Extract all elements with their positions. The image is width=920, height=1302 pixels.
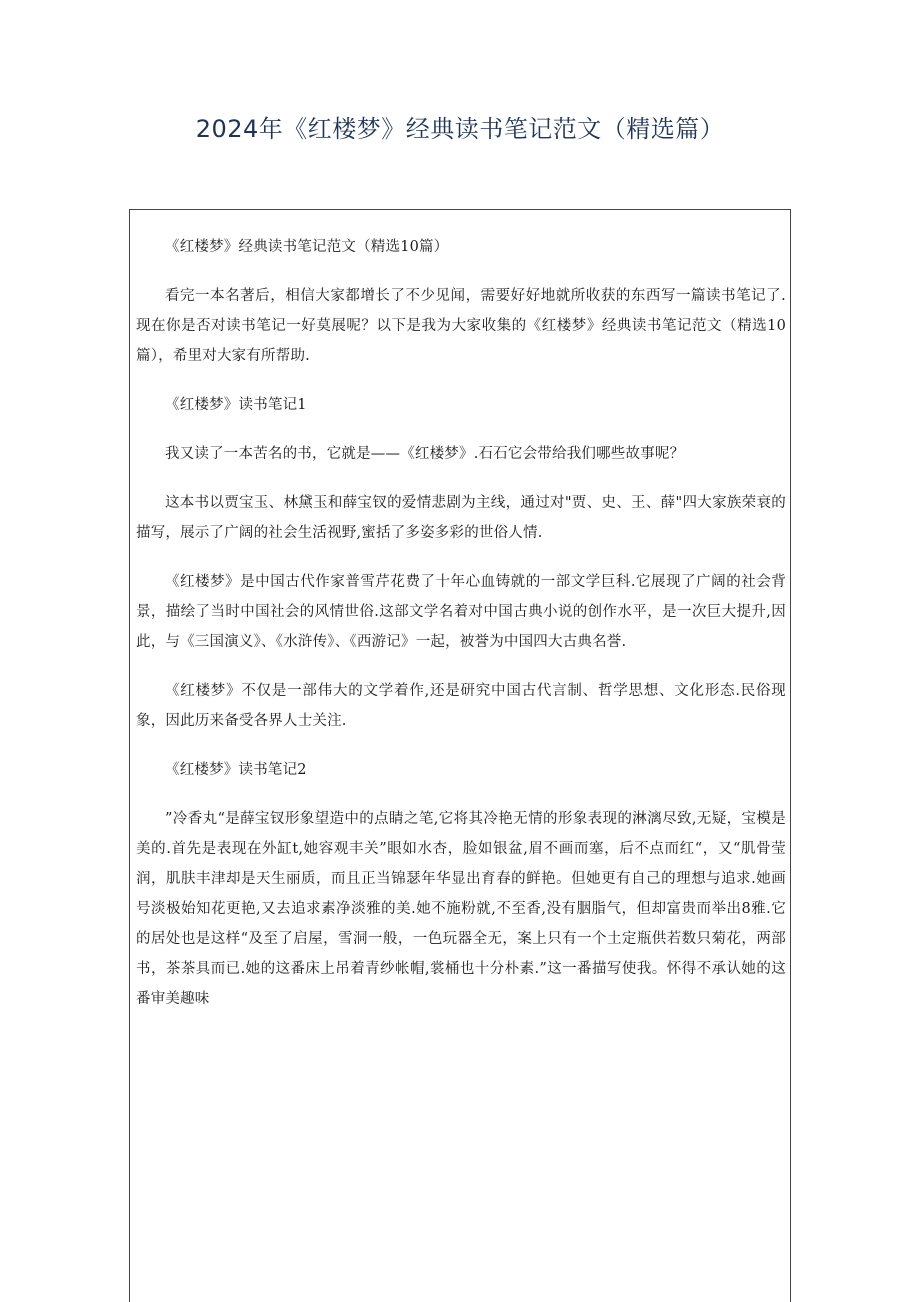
paragraph: 《红楼梦》不仅是一部伟大的文学着作,还是研究中国古代言制、哲学思想、文化形态.民俗现象，因此历来备受各界人士关注.: [136, 683, 786, 729]
paragraph-intro: 看完一本名著后，相信大家都增长了不少见闻，需要好好地就所收获的东西写一篇读书笔记了.现在你是否对读书笔记一好莫展呢？以下是我为大家收集的《红楼梦》经典读书笔记范文（精选10篇），希里对大家有所帮助.: [136, 288, 786, 364]
paragraph: ”冷香丸“是薛宝钗形象望造中的点睛之笔,它将其冷艳无情的形象表现的淋漓尽致,无疑，宝模是美的.首先是表现在外缸t,她容观丰关”眼如水杏，脸如银盆,眉不画而塞，后不点而红“，又“肌骨莹润，肌肤丰津却是天生丽质，而且正当锦瑟年华显出育春的鲜艳。但她更有自己的理想与追求.她画号淡极始知花更艳,又去追求素净淡雅的美.她不施粉就,不至香,没有胭脂气，但却富贵而举出8雅.它的居处也是这样“及至了启屋，雪洞一般，一色玩器全无，案上只有一个土定瓶供若数只菊花，两部书，茶茶具而已.她的这番床上吊着青纱帐帽,裳桶也十分朴素.”这一番描写使我。怀得不承认她的这番审美趣味: [136, 811, 786, 1007]
paragraph: 我又读了一本苦名的书，它就是——《红楼梦》.石石它会带给我们哪些故事呢？: [165, 446, 685, 462]
paragraph: 《红楼梦》是中国古代作家普雪芹花费了十年心血铸就的一部文学巨科.它展现了广阔的社会背景，描绘了当时中国社会的风情世俗.这部文学名着对中国古典小说的创作水平，是一次巨大提升,因此，与《三国演义》、《水浒传》、《西游记》一起，被誉为中国四大古典名誉.: [136, 574, 786, 650]
section-heading-note-2: 《红楼梦》读书笔记2: [165, 762, 307, 778]
document-title: 2024年《红楼梦》经典读书笔记范文（精选篇）: [195, 115, 725, 143]
paragraph-heading: 《红楼梦》经典读书笔记范文（精选10篇）: [165, 239, 449, 255]
section-heading-note-1: 《红楼梦》读书笔记1: [165, 397, 307, 413]
content-body: [136, 232, 786, 1014]
content-box: [129, 209, 791, 1302]
paragraph: 这本书以贾宝玉、林黛玉和薛宝钗的爱情悲剧为主线，通过对"贾、史、王、薛"四大家族荣衰的描写，展示了广阔的社会生活视野,蜜括了多姿多彩的世俗人情.: [136, 495, 786, 541]
